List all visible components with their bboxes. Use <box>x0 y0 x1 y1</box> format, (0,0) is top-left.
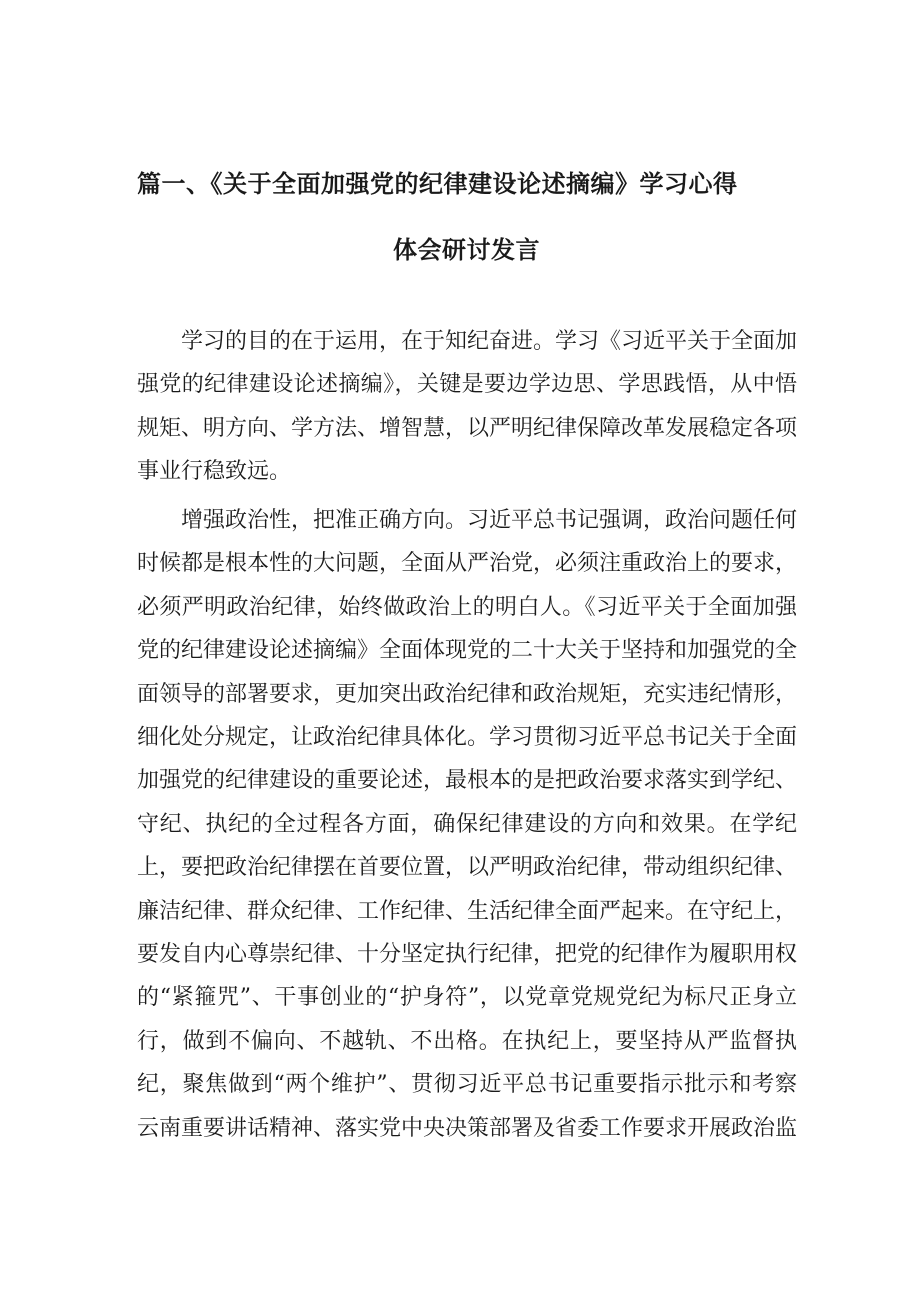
body-paragraph-2: 增强政治性，把准正确方向。习近平总书记强调，政治问题任何时候都是根本性的大问题，全面从严治党，必须注重政治上的要求，必须严明政治纪律，始终做政治上的明白人。《习近平关于全面加强党的纪律建设论述摘编》全面体现党的二十大关于坚持和加强党的全面领导的部署要求，更加突出政治纪律和政治规矩，充实违纪情形，细化处分规定，让政治纪律具体化。学习贯彻习近平总书记关于全面加强党的纪律建设的重要论述，最根本的是把政治要求落实到学纪、守纪、执纪的全过程各方面，确保纪律建设的方向和效果。在学纪上，要把政治纪律摆在首要位置，以严明政治纪律，带动组织纪律、廉洁纪律、群众纪律、工作纪律、生活纪律全面严起来。在守纪上，要发自内心尊崇纪律、十分坚定执行纪律，把党的纪律作为履职用权的“紧箍咒”、干事创业的“护身符”，以党章党规党纪为标尺正身立行，做到不偏向、不越轨、不出格。在执纪上，要坚持从严监督执纪，聚焦做到“两个维护”、贯彻习近平总书记重要指示批示和考察云南重要讲话精神、落实党中央决策部署及省委工作要求开展政治监 <box>137 508 798 1141</box>
document-title-line-2: 体会研讨发言 <box>393 236 540 264</box>
body-paragraph-1: 学习的目的在于运用，在于知纪奋进。学习《习近平关于全面加强党的纪律建设论述摘编》，关键是要边学边思、学思践悟，从中悟规矩、明方向、学方法、增智慧，以严明纪律保障改革发展稳定各项事业行稳致远。 <box>137 329 798 485</box>
document-title-line-1: 篇一、《关于全面加强党的纪律建设论述摘编》学习心得 <box>137 170 738 198</box>
